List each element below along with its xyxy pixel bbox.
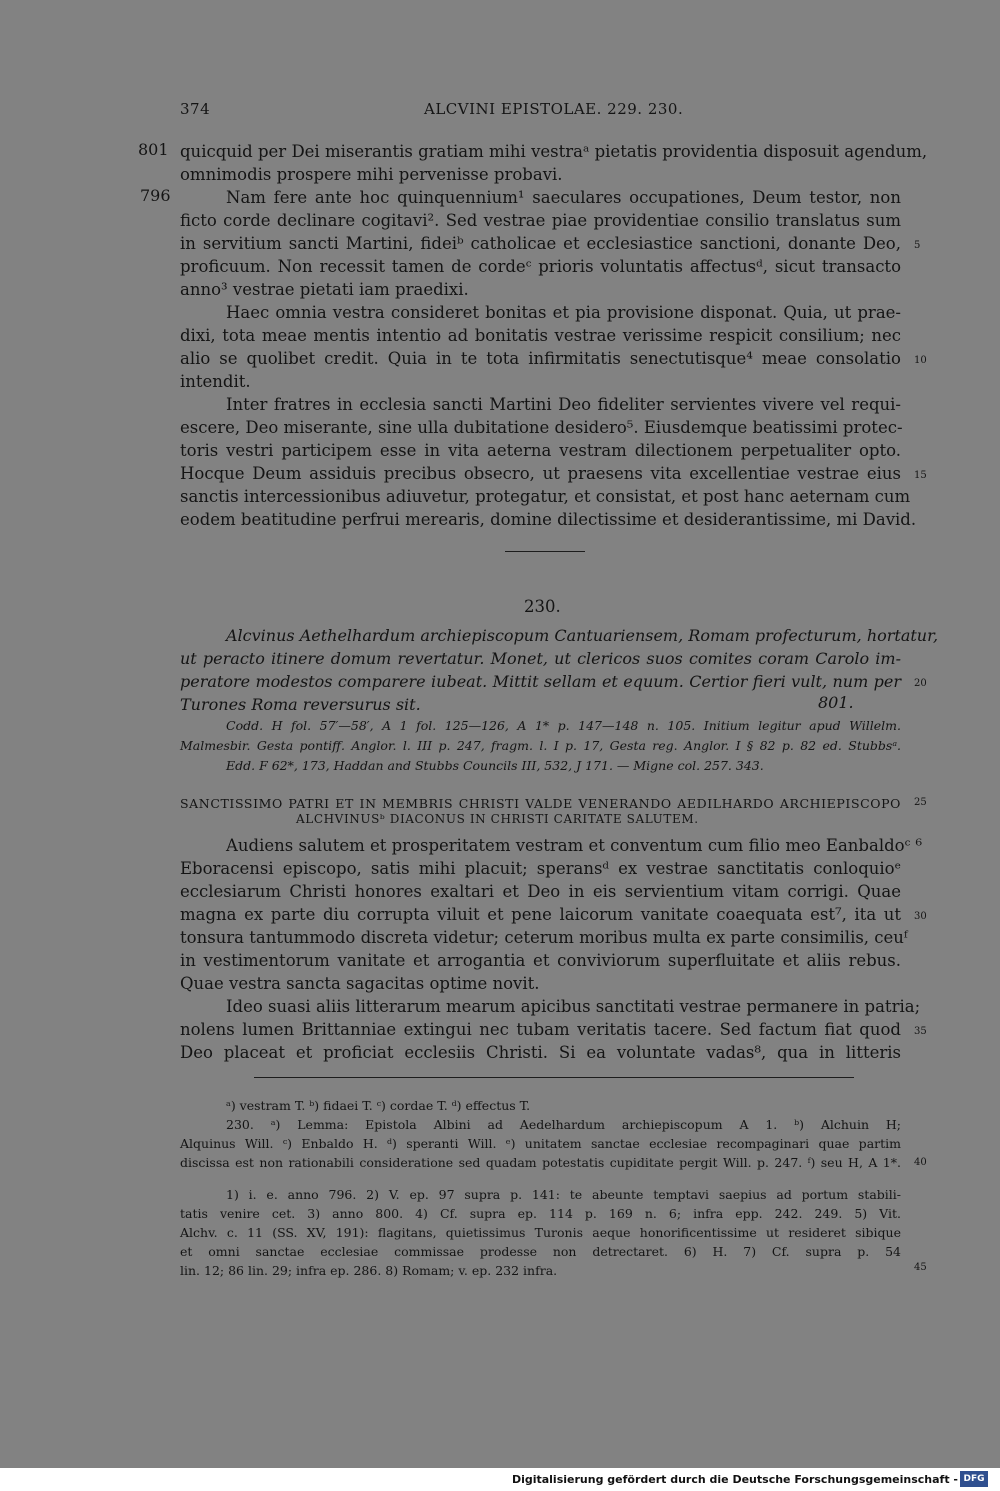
text-line: dixi, tota meae mentis intentio ad bonitatis vestrae verissime respicit consilium; nec (180, 326, 901, 345)
text-line: sanctis intercessionibus adiuvetur, protegatur, et consistat, et post hanc aeternam cum (180, 487, 911, 506)
line-number: 35 (914, 1026, 927, 1037)
address-line: SANCTISSIMO PATRI ET IN MEMBRIS CHRISTI VALDE VENERANDO AEDILHARDO ARCHIEPISCOPO (180, 796, 901, 811)
text-line: quicquid per Dei miserantis gratiam mihi vestraᵃ pietatis providentia disposuit agendum, (180, 142, 928, 161)
text-line: alio se quolibet credit. Quia in te tota infirmitatis senectutisque⁴ meae consolatio (180, 349, 901, 368)
text-line: toris vestri participem esse in vita aeterna vestram dilectionem perpetualiter opto. (180, 441, 901, 460)
text-line: Inter fratres in ecclesia sancti Martini Deo fideliter servientes vivere vel requi- (226, 395, 901, 414)
line-number: 25 (914, 797, 927, 808)
text-line: Deo placeat et proficiat ecclesiis Christi. Si ea voluntate vadas⁸, qua in litteris (180, 1043, 901, 1062)
text-line: escere, Deo miserante, sine ulla dubitatione desidero⁵. Eiusdemque beatissimi protec- (180, 418, 903, 437)
line-number: 5 (914, 240, 921, 251)
codices-line: Codd. H fol. 57′—58′, A 1 fol. 125—126, A 1* p. 147—148 n. 105. Initium legitur apud Willelm. (226, 718, 901, 733)
line-number: 15 (914, 470, 927, 481)
text-line: proficuum. Non recessit tamen de cordeᶜ prioris voluntatis affectusᵈ, sicut transacto (180, 257, 901, 276)
line-number: 40 (914, 1157, 927, 1168)
text-line: ficto corde declinare cogitavi². Sed vestrae piae providentiae consilio translatus sum (180, 211, 901, 230)
text-line: tonsura tantummodo discreta videtur; ceterum moribus multa ex parte consimilis, ceuᶠ (180, 928, 908, 947)
text-line: nolens lumen Brittanniae extingui nec tubam veritatis tacere. Sed factum fiat quod (180, 1020, 901, 1039)
apparatus-rule (254, 1077, 854, 1078)
codices-line: Edd. F 62*, 173, Haddan and Stubbs Councils III, 532, J 171. — Migne col. 257. 343. (226, 758, 764, 773)
note-line: tatis venire cet. 3) anno 800. 4) Cf. supra ep. 114 p. 169 n. 6; infra epp. 242. 249. 5) Vit. (180, 1206, 901, 1221)
line-number: 30 (914, 911, 927, 922)
dfg-logo: DFG (960, 1471, 988, 1487)
line-number: 20 (914, 678, 927, 689)
apparatus-line: Alquinus Will. ᶜ) Enbaldo H. ᵈ) speranti Will. ᵉ) unitatem sanctae ecclesiae recompaginari quae partim (180, 1136, 901, 1151)
note-line: 1) i. e. anno 796. 2) V. ep. 97 supra p. 141: te abeunte temptavi saepius ad portum stabili- (226, 1187, 901, 1202)
summary-line: peratore modestos comparere iubeat. Mittit sellam et equum. Certior fieri vult, num per (180, 672, 901, 691)
codices-line: Malmesbir. Gesta pontiff. Anglor. l. III p. 247, fragm. l. I p. 17, Gesta reg. Anglor. I § 82 p. 82 ed. Stubbsᵃ. (180, 738, 901, 753)
page-number: 374 (180, 100, 211, 118)
text-line: Nam fere ante hoc quinquennium¹ saeculares occupationes, Deum testor, non (226, 188, 901, 207)
note-line: lin. 12; 86 lin. 29; infra ep. 286. 8) Romam; v. ep. 232 infra. (180, 1263, 558, 1278)
text-line: Ideo suasi aliis litterarum mearum apicibus sanctitati vestrae permanere in patria; (226, 997, 921, 1016)
note-line: Alchv. c. 11 (SS. XV, 191): flagitans, quietissimus Turonis aeque honorificentissime ut resideret sibique (180, 1225, 901, 1240)
margin-year-796: 796 (140, 186, 171, 205)
text-line: in servitium sancti Martini, fideiᵇ catholicae et ecclesiastice sanctioni, donante Deo, (180, 234, 901, 253)
text-line: Eboracensi episcopo, satis mihi placuit; speransᵈ ex vestrae sanctitatis conloquioᵉ (180, 859, 901, 878)
apparatus-line: ᵃ) vestram T. ᵇ) fidaei T. ᶜ) cordae T. ᵈ) effectus T. (226, 1098, 531, 1113)
section-divider (505, 551, 585, 552)
line-number: 10 (914, 355, 927, 366)
text-line: magna ex parte diu corrupta viluit et pene laicorum vanitate coaequata est⁷, ita ut (180, 905, 901, 924)
running-title: ALCVINI EPISTOLAE. 229. 230. (424, 100, 684, 118)
letter-number: 230. (524, 597, 561, 616)
text-line: omnimodis prospere mihi pervenisse probavi. (180, 165, 563, 184)
text-line: Hocque Deum assiduis precibus obsecro, ut praesens vita excellentiae vestrae eius (180, 464, 901, 483)
text-line: Haec omnia vestra consideret bonitas et pia provisione disponat. Quia, ut prae- (226, 303, 901, 322)
text-line: Audiens salutem et prosperitatem vestram et conventum cum filio meo Eanbaldoᶜ ⁶ (226, 836, 923, 855)
margin-year-801: 801 (138, 140, 169, 159)
summary-line: ut peracto itinere domum revertatur. Monet, ut clericos suos comites coram Carolo im- (180, 649, 901, 668)
summary-year: 801. (818, 693, 854, 712)
summary-line: Turones Roma reversurus sit. (180, 695, 421, 714)
apparatus-line: discissa est non rationabili consideratione sed quadam potestatis cupiditate pergit Will. p. 247. ᶠ) seu H, A 1*. (180, 1155, 901, 1170)
funding-credit: Digitalisierung gefördert durch die Deutsche Forschungsgemeinschaft - (511, 1473, 958, 1486)
text-line: anno³ vestrae pietati iam praedixi. (180, 280, 469, 299)
text-line: Quae vestra sancta sagacitas optime novit. (180, 974, 540, 993)
text-line: ecclesiarum Christi honores exaltari et Deo in eis servientium vitam corrigi. Quae (180, 882, 901, 901)
line-number: 45 (914, 1262, 927, 1273)
text-line: intendit. (180, 372, 251, 391)
apparatus-line: 230. ᵃ) Lemma: Epistola Albini ad Aedelhardum archiepiscopum A 1. ᵇ) Alchuin H; (226, 1117, 901, 1132)
text-line: eodem beatitudine perfrui merearis, domine dilectissime et desiderantissime, mi David. (180, 510, 917, 529)
note-line: et omni sanctae ecclesiae commissae prodesse non detrectaret. 6) H. 7) Cf. supra p. 54 (180, 1244, 901, 1259)
address-line: ALCHVINUSᵇ DIACONUS IN CHRISTI CARITATE SALUTEM. (296, 812, 699, 826)
text-line: in vestimentorum vanitate et arrogantia et conviviorum superfluitate et aliis rebus. (180, 951, 901, 970)
summary-line: Alcvinus Aethelhardum archiepiscopum Cantuariensem, Romam profecturum, hortatur, (226, 626, 939, 645)
